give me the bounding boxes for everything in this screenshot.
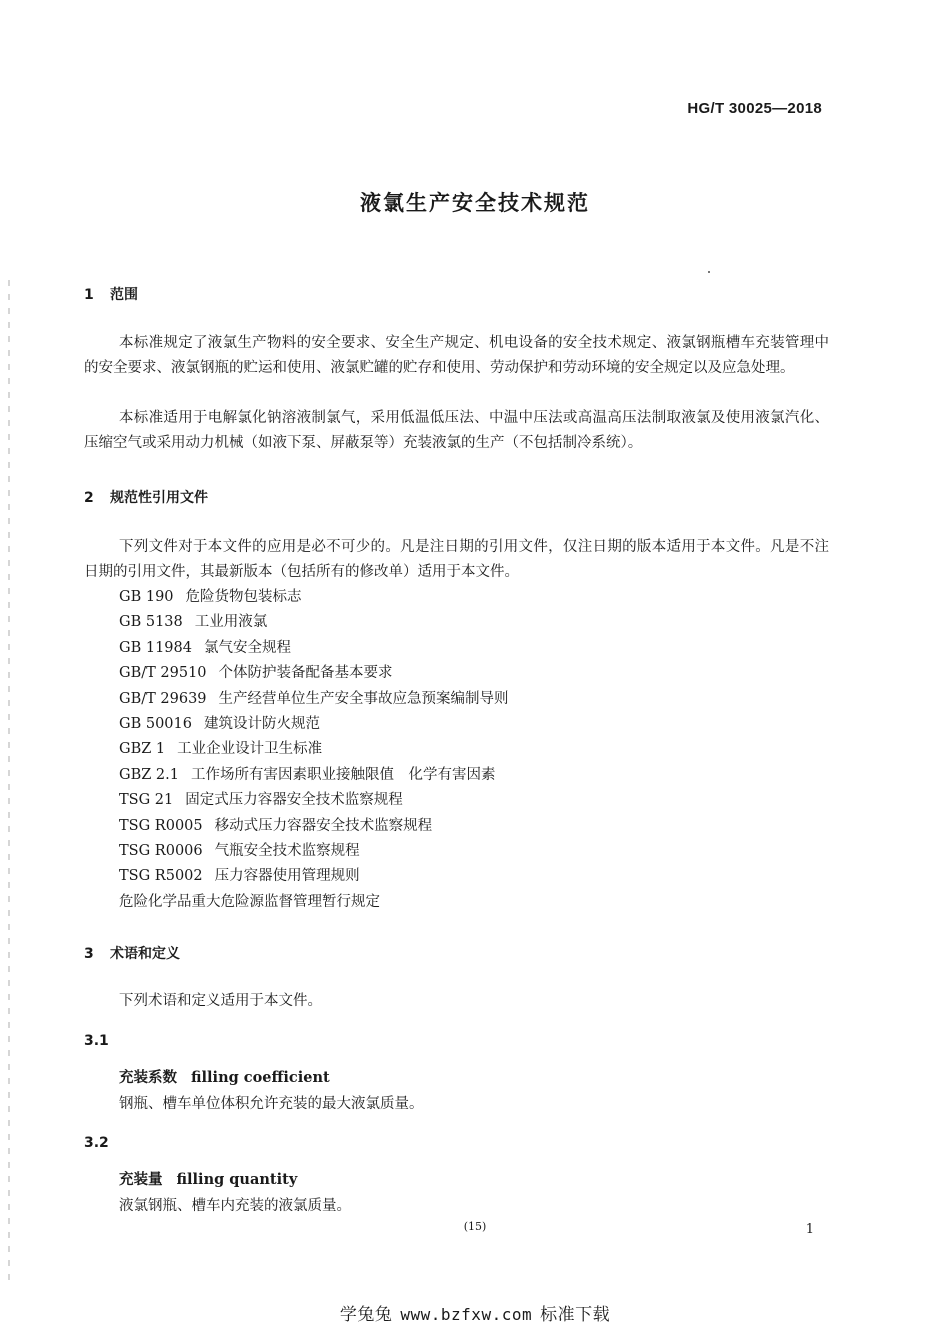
term-definition: 钢瓶、槽车单位体积允许充装的最大液氯质量。 <box>119 1096 424 1112</box>
reference-title: 工作场所有害因素职业接触限值 化学有害因素 <box>190 766 496 783</box>
term-number: 3.1 <box>84 1033 109 1049</box>
reference-item <box>119 737 509 762</box>
reference-title: 危险货物包装标志 <box>185 589 302 605</box>
reference-item <box>119 839 509 864</box>
term-heading <box>119 1067 330 1089</box>
term-english: filling coefficient <box>191 1069 330 1086</box>
section-title: 规范性引用文件 <box>110 490 208 506</box>
watermark-tagline: 标准下载 <box>540 1305 611 1325</box>
reference-item <box>119 763 509 788</box>
reference-title: 气瓶安全技术监察规程 <box>214 842 360 859</box>
reference-item <box>119 661 509 686</box>
reference-item <box>119 788 509 813</box>
reference-code: GBZ 2.1 <box>119 766 179 783</box>
reference-item <box>119 864 509 889</box>
section-2-heading <box>84 487 208 507</box>
term-number: 3.2 <box>84 1135 109 1151</box>
reference-title: 固定式压力容器安全技术监察规程 <box>185 792 403 809</box>
reference-title: 压力容器使用管理规则 <box>214 868 360 885</box>
reference-title: 工业企业设计卫生标准 <box>177 741 323 758</box>
scan-speck <box>708 271 710 273</box>
section-number: 3 <box>84 946 94 962</box>
watermark-site-name: 学兔兔 <box>339 1305 393 1325</box>
reference-list <box>119 585 509 915</box>
section-title: 术语和定义 <box>110 946 180 962</box>
reference-code: TSG 21 <box>119 792 174 809</box>
paragraph: 下列术语和定义适用于本文件。 <box>119 993 322 1009</box>
reference-code: GB 50016 <box>119 715 192 732</box>
reference-title: 生产经营单位生产安全事故应急预案编制导则 <box>218 690 509 707</box>
section-title: 范围 <box>110 287 138 303</box>
paragraph: 本标准适用于电解氯化钠溶液制氯气，采用低温低压法、中温中压法或高温高压法制取液氯及使用液氯汽化、压缩空气或采用动力机械（如液下泵、屏蔽泵等）充装液氯的生产（不包括制冷系统）。 <box>84 410 829 451</box>
term-definition: 液氯钢瓶、槽车内充装的液氯质量。 <box>119 1198 351 1214</box>
reference-title: 氯气安全规程 <box>203 639 291 656</box>
reference-title: 移动式压力容器安全技术监察规程 <box>214 817 433 834</box>
section-1-heading <box>84 284 138 304</box>
term-english: filling quantity <box>176 1171 298 1188</box>
term-chinese: 充装系数 <box>119 1070 177 1086</box>
page-number-center: (15) <box>463 1220 487 1233</box>
reference-code: GB/T 29639 <box>119 690 207 707</box>
reference-item <box>119 890 509 915</box>
reference-item <box>119 636 509 661</box>
reference-code: GB/T 29510 <box>119 665 207 682</box>
scan-edge-marks <box>8 280 10 1280</box>
paragraph: 下列文件对于本文件的应用是必不可少的。凡是注日期的引用文件，仅注日期的版本适用于本文件。凡是不注日期的引用文件，其最新版本（包括所有的修改单）适用于本文件。 <box>84 539 829 580</box>
section-3-heading <box>84 943 180 963</box>
term-heading <box>119 1169 297 1191</box>
reference-code: TSG R0005 <box>119 817 203 834</box>
reference-title: 建筑设计防火规范 <box>203 715 320 732</box>
page-number-right: 1 <box>805 1222 814 1237</box>
watermark-footer <box>0 1300 950 1325</box>
reference-item <box>119 712 509 737</box>
reference-code: GB 190 <box>119 589 174 605</box>
reference-title: 工业用液氯 <box>194 614 268 631</box>
reference-code: TSG R5002 <box>119 868 203 885</box>
reference-title: 个体防护装备配备基本要求 <box>218 665 393 682</box>
reference-code: GB 5138 <box>119 614 183 631</box>
reference-title: 危险化学品重大危险源监督管理暂行规定 <box>119 893 380 910</box>
reference-item <box>119 610 509 635</box>
paragraph: 本标准规定了液氯生产物料的安全要求、安全生产规定、机电设备的安全技术规定、液氯钢瓶槽车充装管理中的安全要求、液氯钢瓶的贮运和使用、液氯贮罐的贮存和使用、劳动保护和劳动环境的安全规定以及应急处理。 <box>84 335 829 376</box>
term-chinese: 充装量 <box>119 1172 163 1188</box>
section-number: 1 <box>84 287 94 303</box>
reference-item <box>119 687 509 712</box>
reference-code: GB 11984 <box>119 639 192 656</box>
watermark-url[interactable]: www.bzfxw.com <box>400 1305 533 1324</box>
section-number: 2 <box>84 490 94 506</box>
reference-item <box>119 585 509 610</box>
standard-code: HG/T 30025—2018 <box>687 100 822 117</box>
reference-code: GBZ 1 <box>119 741 166 758</box>
reference-code: TSG R0006 <box>119 842 203 859</box>
reference-item <box>119 814 509 839</box>
document-title: 液氯生产安全技术规范 <box>360 191 590 215</box>
